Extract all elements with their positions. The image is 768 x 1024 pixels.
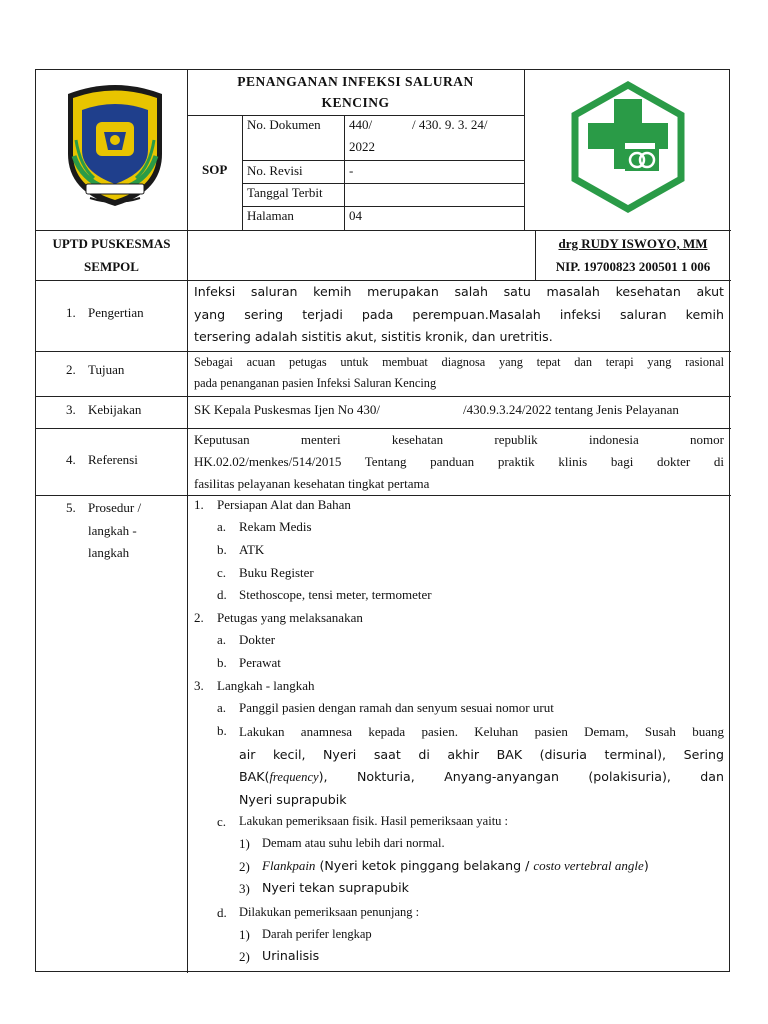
section-title: Referensi xyxy=(88,452,138,467)
list-letter: c. xyxy=(217,565,227,580)
divider xyxy=(36,230,731,231)
sub-item xyxy=(262,858,649,874)
anamnesa-line: Nyeri suprapubik xyxy=(239,791,347,807)
sub-number: 3) xyxy=(239,881,250,896)
list-item: Panggil pasien dengan ramah dan senyum sesuai nomor urut xyxy=(239,700,554,715)
divider xyxy=(524,70,525,230)
anamnesa-line xyxy=(239,766,724,789)
anamnesa-line xyxy=(239,721,724,744)
section-title: langkah - xyxy=(88,522,137,538)
sub-item-text: ) xyxy=(643,858,649,873)
pengertian-line: Infeksi saluran kemih merupakan salah satu masalah kesehatan akut xyxy=(194,284,724,299)
step-number: 3. xyxy=(194,678,204,693)
referensi-line: Keputusan menteri kesehatan republik indonesia nomor xyxy=(194,432,724,447)
list-item: ATK xyxy=(239,542,265,557)
list-item: Stethoscope, tensi meter, termometer xyxy=(239,587,432,602)
sub-item: Nyeri tekan suprapubik xyxy=(262,880,409,895)
list-letter: b. xyxy=(217,655,227,670)
sop-label: SOP xyxy=(202,162,228,177)
divider xyxy=(242,206,524,207)
doc-no-label: No. Dokumen xyxy=(247,117,321,132)
list-item: Perawat xyxy=(239,655,281,670)
list-item: Dilakukan pemeriksaan penunjang : xyxy=(239,905,420,919)
tujuan-line: Sebagai acuan petugas untuk membuat diagnosa yang tepat dan terapi yang rasional xyxy=(194,355,724,369)
divider xyxy=(36,495,731,496)
section-title: Prosedur / xyxy=(88,500,142,515)
sop-document xyxy=(35,69,730,972)
list-item: Lakukan pemeriksaan fisik. Hasil pemeriksaan yaitu : xyxy=(239,814,509,828)
regency-crest-logo xyxy=(60,80,170,208)
section-title: Pengertian xyxy=(88,305,144,320)
sub-number: 2) xyxy=(239,859,250,874)
list-letter: c. xyxy=(217,814,227,829)
step-number: 2. xyxy=(194,610,204,625)
kebijakan-text-a: SK Kepala Puskesmas Ijen No 430/ xyxy=(194,402,380,417)
section-title: langkah xyxy=(88,545,130,560)
sub-number: 2) xyxy=(239,949,250,964)
flankpain-term: Flankpain xyxy=(262,858,316,873)
anamnesa-text: Lakukan anamnesa kepada pasien. Keluhan pasien Demam, Susah buang xyxy=(239,724,724,739)
anamnesa-text: ), Nokturia, Anyang-anyangan (polakisuria), dan xyxy=(318,769,724,784)
step-number: 1. xyxy=(194,497,204,512)
sub-item-text: (Nyeri ketok pinggang belakang / xyxy=(315,858,534,873)
list-letter: a. xyxy=(217,632,227,647)
tujuan-line: pada penanganan pasien Infeksi Saluran Kencing xyxy=(194,376,437,390)
doc-no-value-b: / 430. 9. 3. 24/ xyxy=(412,117,488,132)
issued-label: Tanggal Terbit xyxy=(247,185,323,200)
divider xyxy=(344,115,345,230)
sub-number: 1) xyxy=(239,836,250,851)
frequency-term: frequency xyxy=(269,770,319,784)
divider xyxy=(36,396,731,397)
page-value: 04 xyxy=(349,208,362,223)
org-name-line1: UPTD PUSKESMAS xyxy=(52,236,171,251)
section-number: 1. xyxy=(66,305,76,320)
cva-term: costo vertebral angle xyxy=(533,858,644,873)
kebijakan-text-b: /430.9.3.24/2022 tentang Jenis Pelayanan xyxy=(463,402,679,417)
section-number: 2. xyxy=(66,362,76,377)
section-number: 3. xyxy=(66,402,76,417)
step-title: Langkah - langkah xyxy=(217,678,315,693)
list-item: Buku Register xyxy=(239,565,314,580)
signer-nip: NIP. 19700823 200501 1 006 xyxy=(555,259,711,274)
pengertian-line: tersering adalah sistitis akut, sistitis kronik, dan uretritis. xyxy=(194,329,553,344)
list-letter: d. xyxy=(217,587,227,602)
referensi-line: HK.02.02/menkes/514/2015 Tentang panduan praktik klinis bagi dokter di xyxy=(194,454,724,469)
sop-title-line2: KENCING xyxy=(321,95,390,110)
section-title: Tujuan xyxy=(88,362,125,377)
list-item: Rekam Medis xyxy=(239,519,312,534)
org-name-line2: SEMPOL xyxy=(84,259,139,274)
sub-item: Demam atau suhu lebih dari normal. xyxy=(262,836,445,850)
doc-no-value-c: 2022 xyxy=(349,139,375,154)
section-number: 4. xyxy=(66,452,76,467)
list-letter: a. xyxy=(217,519,227,534)
page-label: Halaman xyxy=(247,208,294,223)
doc-no-value-a: 440/ xyxy=(349,117,373,132)
pengertian-line: yang sering terjadi pada perempuan.Masalah infeksi saluran kemih xyxy=(194,306,724,322)
referensi-line: fasilitas pelayanan kesehatan tingkat pertama xyxy=(194,476,430,491)
list-letter: b. xyxy=(217,542,227,557)
divider xyxy=(187,115,524,116)
sub-item: Darah perifer lengkap xyxy=(262,927,372,941)
divider xyxy=(242,115,243,230)
divider xyxy=(187,70,188,973)
puskesmas-cross-logo xyxy=(567,79,689,215)
sop-title-line1: PENANGANAN INFEKSI SALURAN xyxy=(237,74,474,89)
list-letter: b. xyxy=(217,723,227,738)
list-item: Dokter xyxy=(239,632,276,647)
step-title: Petugas yang melaksanakan xyxy=(217,610,363,625)
revision-label: No. Revisi xyxy=(247,163,303,178)
list-letter: a. xyxy=(217,700,227,715)
anamnesa-text: BAK( xyxy=(239,769,270,784)
list-letter: d. xyxy=(217,905,227,920)
sub-number: 1) xyxy=(239,927,250,942)
divider xyxy=(242,183,524,184)
step-title: Persiapan Alat dan Bahan xyxy=(217,497,351,512)
signer-name: drg RUDY ISWOYO, MM xyxy=(558,236,708,251)
section-title: Kebijakan xyxy=(88,402,142,417)
revision-value: - xyxy=(349,163,354,178)
section-number: 5. xyxy=(66,500,76,515)
sub-item: Urinalisis xyxy=(262,948,320,963)
anamnesa-line: air kecil, Nyeri saat di akhir BAK (disuria terminal), Sering xyxy=(239,746,724,762)
divider xyxy=(242,160,524,161)
